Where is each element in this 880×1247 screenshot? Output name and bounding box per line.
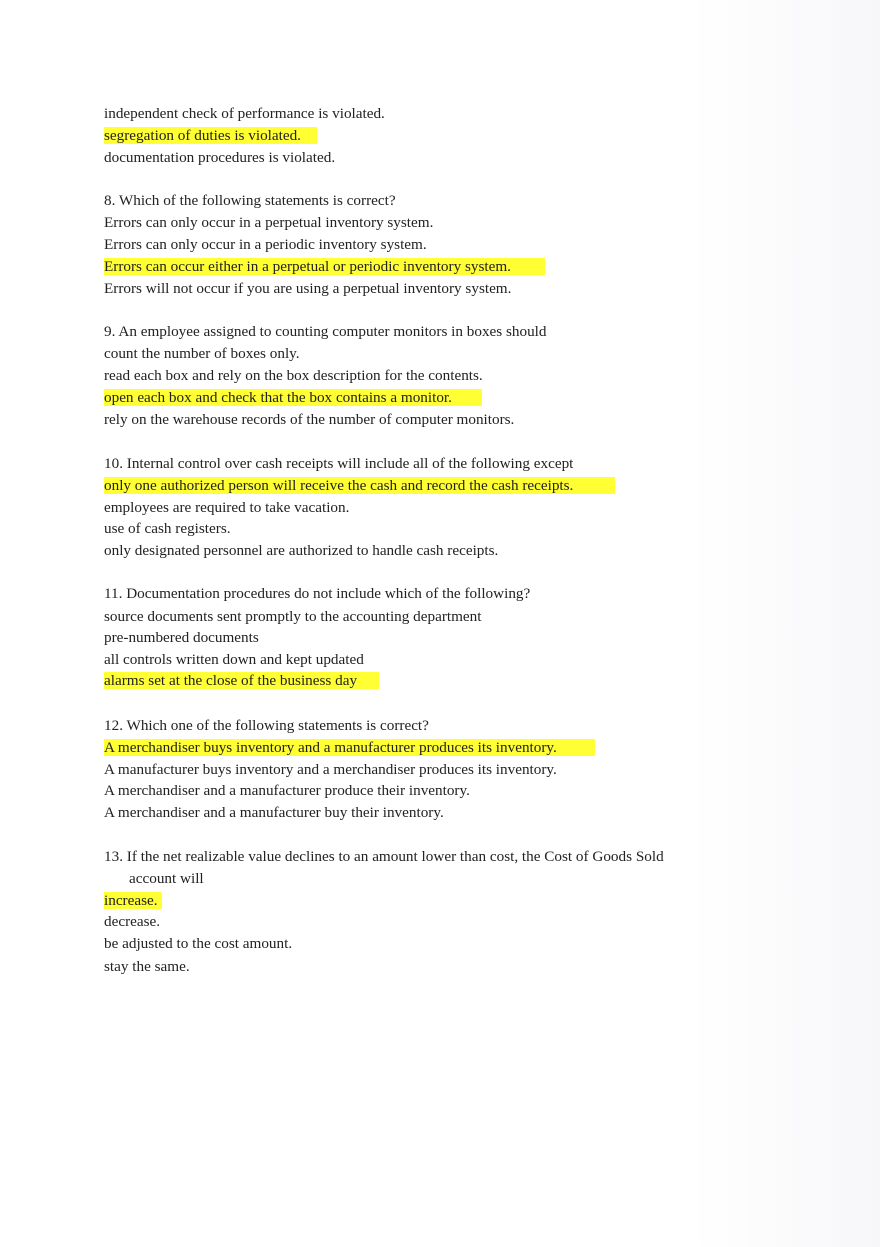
option-text: be adjusted to the cost amount. <box>104 935 293 952</box>
option-text-highlighted: only one authorized person will receive the cash and record the cash receipts. <box>104 476 615 496</box>
option-text: decrease. <box>104 913 161 930</box>
option-text: Errors will not occur if you are using a perpetual inventory system. <box>104 280 512 297</box>
option-text: only designated personnel are authorized to handle cash receipts. <box>104 542 499 559</box>
option-text-highlighted: open each box and check that the box contains a monitor. <box>104 388 482 408</box>
option-text-highlighted: Errors can occur either in a perpetual or periodic inventory system. <box>104 257 545 277</box>
option-text: A manufacturer buys inventory and a merchandiser produces its inventory. <box>104 761 557 778</box>
question-stem-9: 9. An employee assigned to counting computer monitors in boxes should <box>104 323 547 340</box>
option-text: A merchandiser and a manufacturer buy their inventory. <box>104 804 444 821</box>
question-stem-10: 10. Internal control over cash receipts will include all of the following except <box>104 455 574 472</box>
option-text-highlighted: alarms set at the close of the business day <box>104 671 379 691</box>
option-text: rely on the warehouse records of the number of computer monitors. <box>104 411 515 428</box>
option-text: documentation procedures is violated. <box>104 149 336 166</box>
question-stem-12: 12. Which one of the following statements is correct? <box>104 717 429 734</box>
option-text: A merchandiser and a manufacturer produce their inventory. <box>104 782 470 799</box>
question-stem-11: 11. Documentation procedures do not include which of the following? <box>104 585 531 602</box>
option-text: read each box and rely on the box description for the contents. <box>104 367 483 384</box>
question-stem-13: 13. If the net realizable value declines to an amount lower than cost, the Cost of Goods Sold <box>104 848 664 865</box>
option-text: all controls written down and kept updated <box>104 651 364 668</box>
option-text: employees are required to take vacation. <box>104 499 350 516</box>
option-text: use of cash registers. <box>104 520 231 537</box>
option-text: count the number of boxes only. <box>104 345 300 362</box>
page-edge-shade <box>690 0 880 1247</box>
option-text: source documents sent promptly to the accounting department <box>104 608 482 625</box>
option-text-highlighted: A merchandiser buys inventory and a manufacturer produces its inventory. <box>104 738 595 758</box>
option-text: independent check of performance is violated. <box>104 105 385 122</box>
option-text: stay the same. <box>104 958 190 975</box>
option-text: pre-numbered documents <box>104 629 259 646</box>
question-stem-8: 8. Which of the following statements is correct? <box>104 192 396 209</box>
option-text: Errors can only occur in a periodic inventory system. <box>104 236 427 253</box>
option-text-highlighted: increase. <box>104 891 162 911</box>
option-text: Errors can only occur in a perpetual inventory system. <box>104 214 434 231</box>
option-text-highlighted: segregation of duties is violated. <box>104 126 317 146</box>
question-stem-13-continued: account will <box>129 870 204 887</box>
